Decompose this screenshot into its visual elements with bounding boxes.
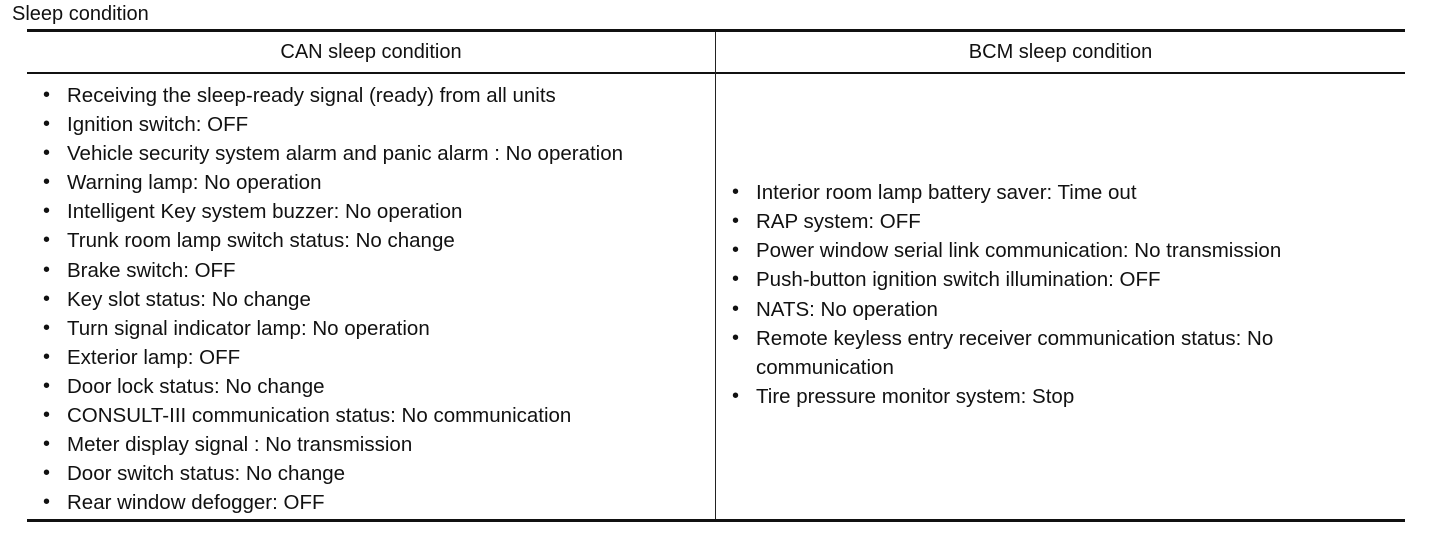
bcm-condition-item-text: Interior room lamp battery saver: Time out bbox=[756, 181, 1137, 205]
bullet-icon: • bbox=[43, 171, 51, 194]
bullet-icon: • bbox=[732, 384, 740, 407]
bcm-conditions-list bbox=[730, 178, 1376, 411]
bcm-condition-item bbox=[730, 207, 1376, 236]
can-condition-item bbox=[41, 197, 715, 226]
can-condition-item-text: Meter display signal : No transmission bbox=[67, 433, 413, 457]
header-bcm-sleep-condition: BCM sleep condition bbox=[968, 40, 1153, 63]
bcm-condition-item bbox=[730, 295, 1376, 324]
bullet-icon: • bbox=[732, 181, 740, 204]
bullet-icon: • bbox=[43, 491, 51, 514]
can-condition-item bbox=[41, 81, 715, 110]
can-condition-item-text: Ignition switch: OFF bbox=[67, 113, 249, 137]
header-can-sleep-condition: CAN sleep condition bbox=[280, 40, 462, 63]
can-condition-item bbox=[41, 372, 715, 401]
can-condition-item bbox=[41, 226, 715, 255]
bcm-condition-item bbox=[730, 382, 1376, 411]
can-conditions-cell bbox=[27, 74, 715, 519]
table-caption: Sleep condition bbox=[12, 3, 149, 25]
can-condition-item-text: Key slot status: No change bbox=[67, 287, 311, 311]
bullet-icon: • bbox=[43, 404, 51, 427]
can-condition-item-text: Turn signal indicator lamp: No operation bbox=[67, 316, 430, 340]
table-header-row bbox=[27, 32, 1405, 74]
bcm-condition-item-text: RAP system: OFF bbox=[756, 210, 921, 234]
bcm-condition-item bbox=[730, 178, 1376, 207]
bullet-icon: • bbox=[732, 326, 740, 349]
can-condition-item-text: Door lock status: No change bbox=[67, 374, 325, 398]
can-condition-item bbox=[41, 139, 715, 168]
can-condition-item-text: Rear window defogger: OFF bbox=[67, 491, 325, 515]
bullet-icon: • bbox=[732, 210, 740, 233]
can-condition-item bbox=[41, 343, 715, 372]
bullet-icon: • bbox=[43, 84, 51, 106]
bcm-condition-item-text: NATS: No operation bbox=[756, 297, 938, 321]
can-condition-item bbox=[41, 430, 715, 459]
can-condition-item-text: Exterior lamp: OFF bbox=[67, 345, 241, 369]
can-condition-item bbox=[41, 110, 715, 139]
can-condition-item-text: Brake switch: OFF bbox=[67, 258, 236, 282]
can-condition-item bbox=[41, 285, 715, 314]
can-condition-item bbox=[41, 401, 715, 430]
bullet-icon: • bbox=[732, 268, 740, 291]
can-condition-item bbox=[41, 459, 715, 488]
bullet-icon: • bbox=[43, 113, 51, 136]
can-condition-item bbox=[41, 256, 715, 285]
bcm-conditions-cell bbox=[716, 74, 1405, 519]
bullet-icon: • bbox=[43, 287, 51, 310]
can-conditions-list bbox=[41, 81, 715, 517]
bullet-icon: • bbox=[43, 316, 51, 339]
bullet-icon: • bbox=[732, 297, 740, 320]
sleep-condition-table bbox=[27, 29, 1405, 522]
can-condition-item-text: Receiving the sleep-ready signal (ready) from all units bbox=[67, 84, 556, 107]
can-condition-item bbox=[41, 168, 715, 197]
can-condition-item-text: CONSULT-III communication status: No communication bbox=[67, 404, 572, 428]
can-condition-item-text: Door switch status: No change bbox=[67, 462, 346, 486]
bcm-condition-item bbox=[730, 236, 1376, 265]
can-condition-item-text: Warning lamp: No operation bbox=[67, 171, 322, 195]
can-condition-item-text: Trunk room lamp switch status: No change bbox=[67, 229, 455, 253]
can-condition-item bbox=[41, 488, 715, 517]
bullet-icon: • bbox=[732, 239, 740, 262]
bullet-icon: • bbox=[43, 258, 51, 281]
bullet-icon: • bbox=[43, 374, 51, 397]
bcm-condition-item bbox=[730, 324, 1376, 382]
bullet-icon: • bbox=[43, 345, 51, 368]
bullet-icon: • bbox=[43, 229, 51, 252]
bcm-condition-item-text: Power window serial link communication: No transmission bbox=[756, 239, 1282, 263]
bcm-condition-item-text: Push-button ignition switch illumination: OFF bbox=[756, 268, 1161, 292]
can-condition-item-text: Intelligent Key system buzzer: No operation bbox=[67, 200, 463, 224]
bcm-condition-item-text: Tire pressure monitor system: Stop bbox=[756, 384, 1075, 408]
bullet-icon: • bbox=[43, 433, 51, 456]
bcm-condition-item-text: Remote keyless entry receiver communication status: No communication bbox=[756, 326, 1274, 379]
bullet-icon: • bbox=[43, 142, 51, 165]
can-condition-item bbox=[41, 314, 715, 343]
bullet-icon: • bbox=[43, 200, 51, 223]
can-condition-item-text: Vehicle security system alarm and panic alarm : No operation bbox=[67, 142, 624, 166]
bcm-condition-item bbox=[730, 265, 1376, 294]
bullet-icon: • bbox=[43, 462, 51, 485]
